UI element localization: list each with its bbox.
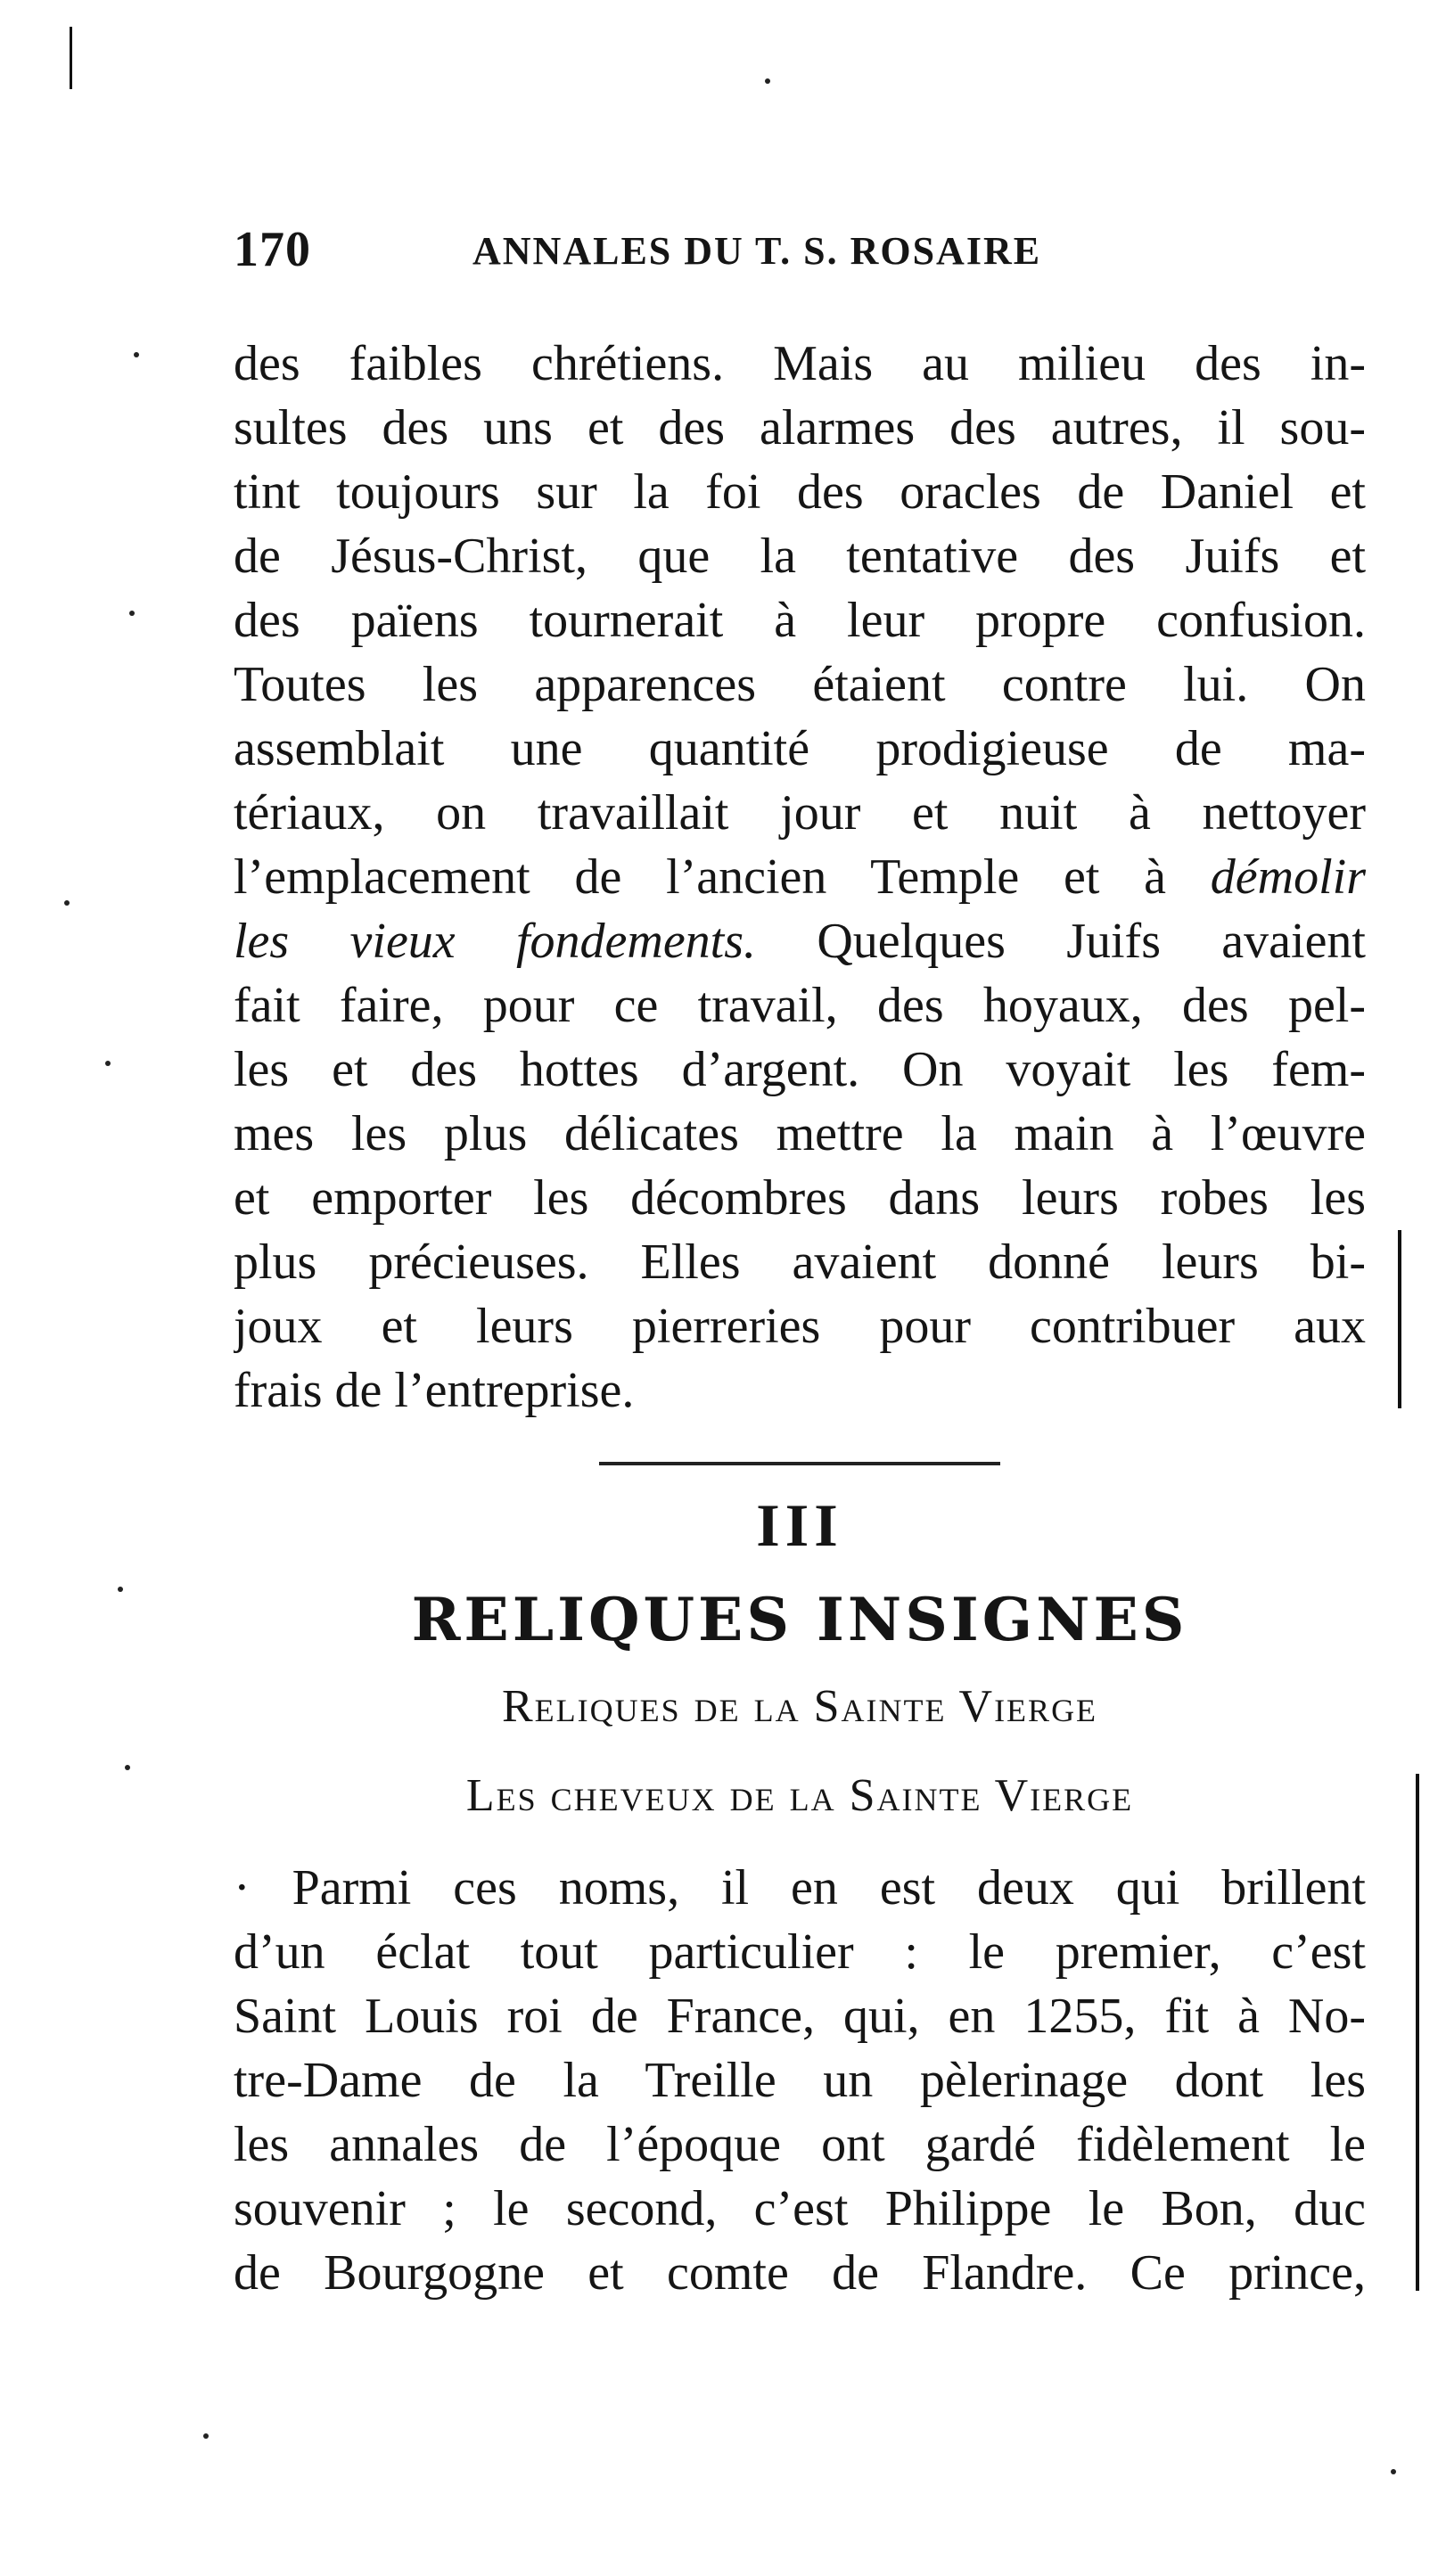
section-divider: [599, 1462, 1000, 1465]
scan-speck: [64, 900, 70, 906]
page-number: 170: [234, 222, 311, 277]
subheading: Les cheveux de la Sainte Vierge: [465, 1770, 1134, 1821]
text-line: et emporter les décombres dans leurs robes les: [234, 1170, 1366, 1226]
text-line: des païens tournerait à leur propre confusion.: [234, 593, 1366, 648]
text-line: [234, 909, 1366, 973]
scan-speck: [203, 2433, 209, 2439]
text-line: tériaux, on travaillait jour et nuit à nettoyer: [234, 785, 1366, 841]
text-line: de Jésus-Christ, que la tentative des Juifs et: [234, 529, 1366, 584]
paragraph-1: [234, 332, 1366, 1423]
text-line: des faibles chrétiens. Mais au milieu des in-: [234, 336, 1366, 391]
margin-mark: [1398, 1230, 1401, 1408]
text-line: sultes des uns et des alarmes des autres, il sou-: [234, 400, 1366, 455]
margin-mark: [1416, 1774, 1419, 2291]
text-line: Saint Louis roi de France, qui, en 1255, fit à No-: [234, 1989, 1366, 2044]
scan-speck: [129, 611, 135, 616]
subheading: Reliques de la Sainte Vierge: [501, 1681, 1098, 1732]
text-line: de Bourgogne et comte de Flandre. Ce prince,: [234, 2245, 1366, 2301]
text-span: l’emplacement de l’ancien Temple et à: [234, 849, 1211, 905]
scan-speck: [134, 352, 139, 357]
text-line: Toutes les apparences étaient contre lui. On: [234, 657, 1366, 712]
scan-speck: [765, 78, 770, 84]
text-line: tre-Dame de la Treille un pèlerinage dont les: [234, 2053, 1366, 2108]
running-title: ANNALES DU T. S. ROSAIRE: [472, 229, 1042, 273]
text-line: [234, 845, 1366, 909]
text-line: plus précieuses. Elles avaient donné leurs bi-: [234, 1235, 1366, 1290]
section-heading: RELIQUES INSIGNES: [411, 1585, 1188, 1654]
text-line: les et des hottes d’argent. On voyait les fem-: [234, 1042, 1366, 1097]
italic-text: les vieux fondements.: [234, 914, 757, 969]
scan-speck: [105, 1061, 111, 1066]
scan-speck: [118, 1587, 123, 1592]
running-header: [234, 221, 1366, 283]
text-span: Quelques Juifs avaient: [756, 914, 1366, 969]
italic-text: démolir: [1210, 849, 1366, 905]
text-line: · Parmi ces noms, il en est deux qui brillent: [234, 1860, 1366, 1916]
margin-mark: [70, 27, 72, 89]
paragraph-2: [234, 1856, 1366, 2305]
section-number: III: [756, 1491, 843, 1559]
text-line: assemblait une quantité prodigieuse de ma-: [234, 721, 1366, 776]
text-line: mes les plus délicates mettre la main à l’œuvre: [234, 1106, 1366, 1161]
text-line: fait faire, pour ce travail, des hoyaux, des pel-: [234, 978, 1366, 1033]
text-line: joux et leurs pierreries pour contribuer aux: [234, 1299, 1366, 1354]
text-line: souvenir ; le second, c’est Philippe le Bon, duc: [234, 2181, 1366, 2236]
text-line: tint toujours sur la foi des oracles de Daniel et: [234, 464, 1366, 520]
scan-speck: [125, 1765, 130, 1770]
scan-speck: [1391, 2469, 1396, 2474]
text-line: les annales de l’époque ont gardé fidèlement le: [234, 2117, 1366, 2172]
text-line: frais de l’entreprise.: [234, 1363, 635, 1418]
text-line: d’un éclat tout particulier : le premier, c’est: [234, 1924, 1366, 1980]
